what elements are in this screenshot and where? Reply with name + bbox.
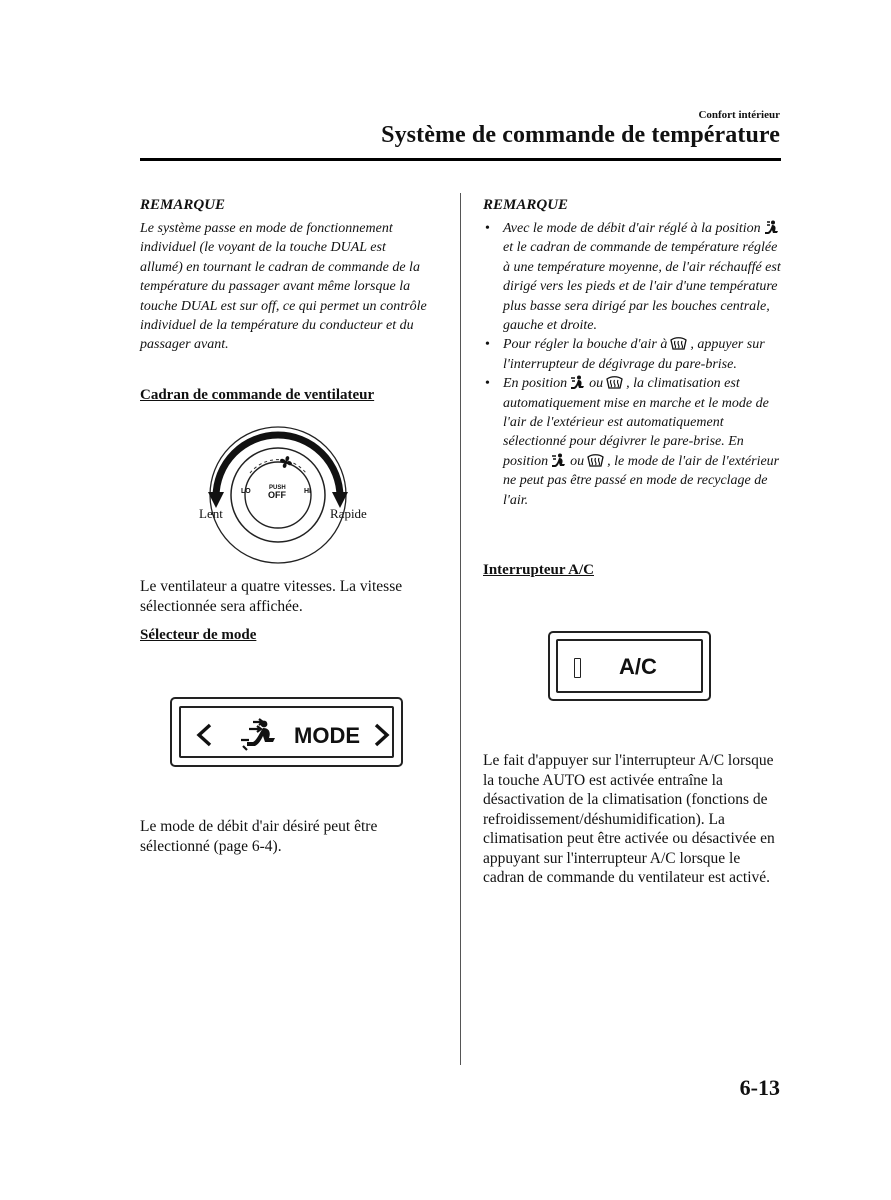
floor-defrost-icon	[570, 375, 586, 390]
indicator-light-icon	[574, 658, 581, 678]
bi-level-airflow-icon	[239, 718, 285, 752]
mode-selector-button[interactable]	[179, 706, 394, 758]
fan-dial-figure	[190, 418, 390, 578]
note-bullets-right	[483, 219, 783, 510]
ac-description: Le fait d'appuyer sur l'interrupteur A/C lorsque la touche AUTO est activée entraîne la désactivation de la climatisation (fonctions de refroidissement/déshumidification). La climatisation peut être activée ou désactivée en appuyant sur l'interrupteur A/C lorsque le cadran de commande du ventilateur est activé.	[483, 752, 775, 886]
mode-label: MODE	[294, 723, 360, 748]
fan-fast-label: Rapide	[330, 506, 367, 521]
fan-dial-svg	[190, 418, 390, 578]
ac-switch-button[interactable]	[556, 639, 703, 693]
note-text-left: Le système passe en mode de fonctionnement individuel (le voyant de la touche DUAL est allumé) en tournant le cadran de commande de la température du passager avant même lorsque la touche DUAL est sur off, ce qui permet un contrôle individuel de la température du conducteur et du passager avant.	[140, 221, 427, 353]
page-number: 6-13	[739, 1075, 780, 1100]
chevron-right-icon[interactable]	[373, 722, 391, 748]
column-divider	[460, 193, 461, 1065]
bullet3-text-d: ou	[570, 453, 585, 469]
knob-off-label: OFF	[268, 490, 286, 500]
chevron-left-icon[interactable]	[195, 722, 213, 748]
ac-switch-panel	[548, 631, 711, 701]
knob-hi-label: HI	[304, 488, 311, 495]
floor-defrost-icon	[551, 453, 567, 468]
bullet3-text-a: En position	[503, 376, 568, 392]
fan-description: Le ventilateur a quatre vitesses. La vitesse sélectionnée sera affichée.	[140, 578, 403, 615]
fan-dial-heading: Cadran de commande de ventilateur	[140, 387, 375, 403]
note-bullet-2	[483, 335, 783, 374]
note-heading-left: REMARQUE	[140, 197, 226, 213]
note-bullet-3	[483, 374, 783, 510]
mode-selector-heading: Sélecteur de mode	[140, 627, 257, 643]
bullet2-text-a: Pour régler la bouche d'air à	[503, 337, 668, 353]
bullet3-text-b: ou	[589, 376, 604, 392]
knob-lo-label: LO	[241, 488, 251, 495]
ac-label: A/C	[619, 654, 657, 679]
page-title: Système de commande de température	[381, 122, 780, 148]
bi-level-airflow-icon	[764, 220, 780, 235]
ac-switch-heading: Interrupteur A/C	[483, 562, 594, 578]
bullet2-text-b: , appuyer sur l'interrupteur de dégivrage du pare-brise.	[503, 337, 765, 372]
note-heading-right: REMARQUE	[483, 197, 569, 213]
defroster-icon	[587, 454, 604, 468]
mode-selector-panel	[170, 697, 403, 767]
fan-slow-label: Lent	[199, 506, 223, 521]
note-bullet-1	[483, 219, 783, 335]
mode-description: Le mode de débit d'air désiré peut être sélectionné (page 6-4).	[140, 818, 378, 855]
section-label: Confort intérieur	[698, 109, 780, 121]
bullet3-text-e: , le mode de l'air de l'extérieur ne peut pas être passé en mode de recyclage de l'air.	[503, 453, 780, 508]
defroster-icon	[670, 337, 687, 351]
bullet1-text-a: Avec le mode de débit d'air réglé à la position	[503, 221, 761, 236]
bullet3-text-c: , la climatisation est automatiquement mise en marche et le mode de l'air de l'extérieur est automatiquement sélectionné pour dégivrer le pare-brise. En position	[503, 376, 769, 469]
bullet1-text-b: et le cadran de commande de température réglée à une température moyenne, de l'air réchauffé est dirigé vers les pieds et de l'air d'une température plus basse sera dirigé par les bouches centrale, gauche et droite.	[503, 240, 781, 334]
defroster-icon	[606, 376, 623, 390]
header-rule	[140, 158, 781, 161]
knob-push-label: PUSH	[269, 485, 286, 491]
